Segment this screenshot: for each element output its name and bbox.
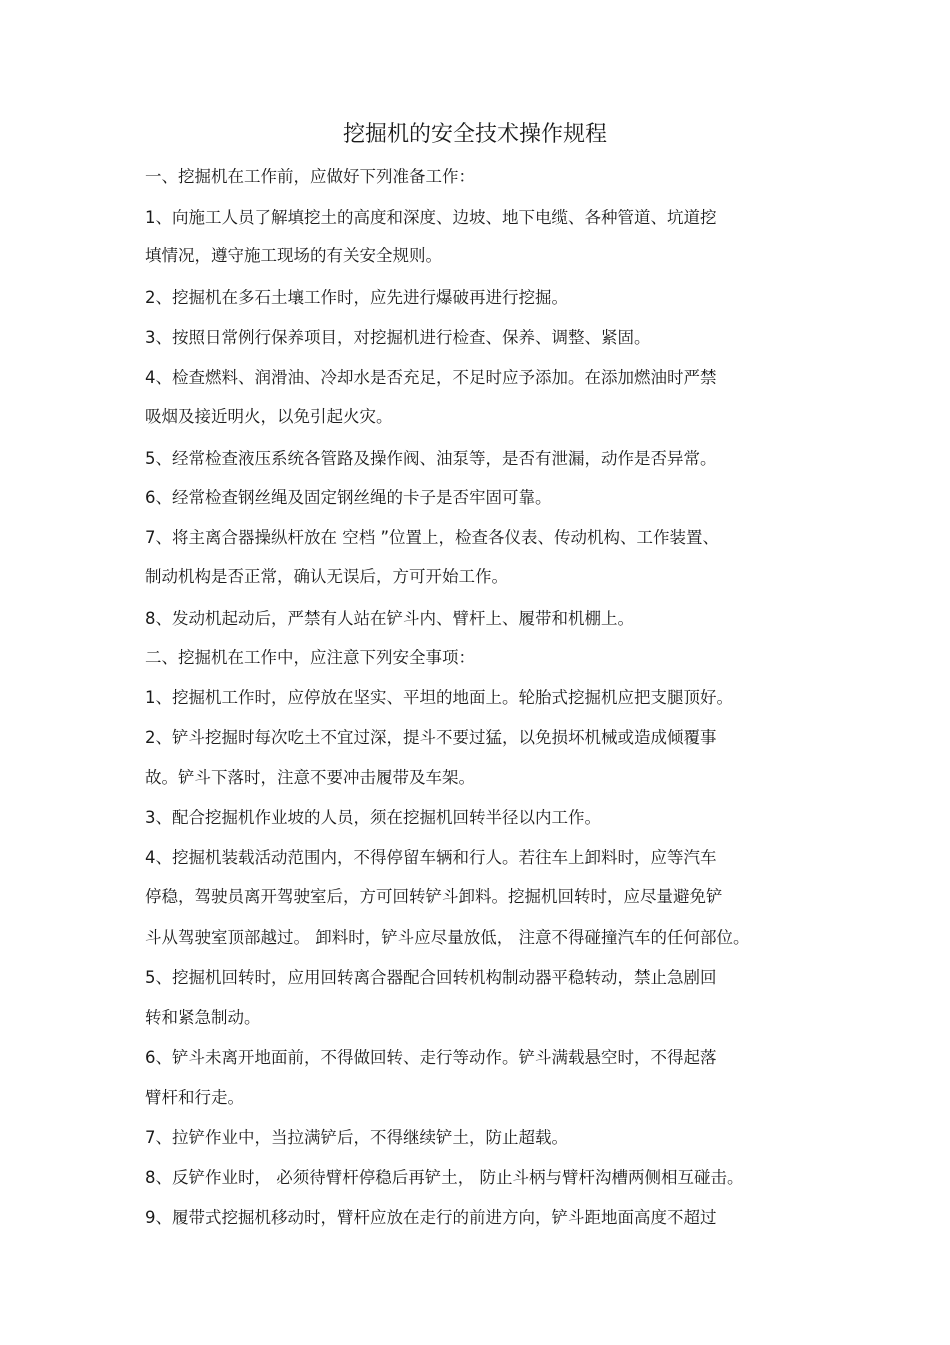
section-heading-1: 一、挖掘机在工作前，应做好下列准备工作： (145, 167, 475, 186)
text-line: 转和紧急制动。 (145, 1008, 261, 1027)
text-line: 填情况，遵守施工现场的有关安全规则。 (145, 246, 442, 265)
text-line: 8、发动机起动后，严禁有人站在铲斗内、臂杆上、履带和机棚上。 (145, 609, 634, 628)
text-line: 7、将主离合器操纵杆放在 空档 ”位置上，检查各仪表、传动机构、工作装置、 (145, 528, 720, 547)
text-line: 2、铲斗挖掘时每次吃土不宜过深，提斗不要过猛，以免损坏机械或造成倾覆事 (145, 728, 717, 747)
text-line: 4、检查燃料、润滑油、冷却水是否充足，不足时应予添加。在添加燃油时严禁 (145, 368, 717, 387)
text-line: 2、挖掘机在多石土壤工作时，应先进行爆破再进行挖掘。 (145, 288, 568, 307)
text-line: 8、反铲作业时， 必须待臂杆停稳后再铲土， 防止斗柄与臂杆沟槽两侧相互碰击。 (145, 1168, 744, 1187)
text-line: 臂杆和行走。 (145, 1088, 244, 1107)
text-line: 6、铲斗未离开地面前，不得做回转、走行等动作。铲斗满载悬空时，不得起落 (145, 1048, 717, 1067)
section-heading-2: 二、挖掘机在工作中，应注意下列安全事项： (145, 648, 475, 667)
text-line: 3、配合挖掘机作业坡的人员，须在挖掘机回转半径以内工作。 (145, 808, 601, 827)
text-line: 故。铲斗下落时，注意不要冲击履带及车架。 (145, 768, 475, 787)
text-line: 3、按照日常例行保养项目，对挖掘机进行检查、保养、调整、紧固。 (145, 328, 651, 347)
text-line: 6、经常检查钢丝绳及固定钢丝绳的卡子是否牢固可靠。 (145, 488, 552, 507)
text-line: 停稳，驾驶员离开驾驶室后，方可回转铲斗卸料。挖掘机回转时，应尽量避免铲 (145, 887, 723, 906)
text-line: 5、挖掘机回转时，应用回转离合器配合回转机构制动器平稳转动，禁止急剧回 (145, 968, 717, 987)
text-line: 制动机构是否正常，确认无误后，方可开始工作。 (145, 567, 508, 586)
text-line: 吸烟及接近明火，以免引起火灾。 (145, 407, 393, 426)
text-line: 1、挖掘机工作时，应停放在坚实、平坦的地面上。轮胎式挖掘机应把支腿顶好。 (145, 688, 733, 707)
page-title: 挖掘机的安全技术操作规程 (342, 122, 607, 147)
text-line: 斗从驾驶室顶部越过。 卸料时，铲斗应尽量放低， 注意不得碰撞汽车的任何部位。 (145, 928, 750, 947)
text-line: 4、挖掘机装载活动范围内，不得停留车辆和行人。若往车上卸料时，应等汽车 (145, 848, 717, 867)
text-line: 1、向施工人员了解填挖土的高度和深度、边坡、地下电缆、各种管道、坑道挖 (145, 208, 717, 227)
text-line: 5、经常检查液压系统各管路及操作阀、油泵等，是否有泄漏，动作是否异常。 (145, 449, 717, 468)
text-line: 9、履带式挖掘机移动时，臂杆应放在走行的前进方向，铲斗距地面高度不超过 (145, 1208, 717, 1227)
text-line: 7、拉铲作业中，当拉满铲后，不得继续铲土，防止超载。 (145, 1128, 568, 1147)
